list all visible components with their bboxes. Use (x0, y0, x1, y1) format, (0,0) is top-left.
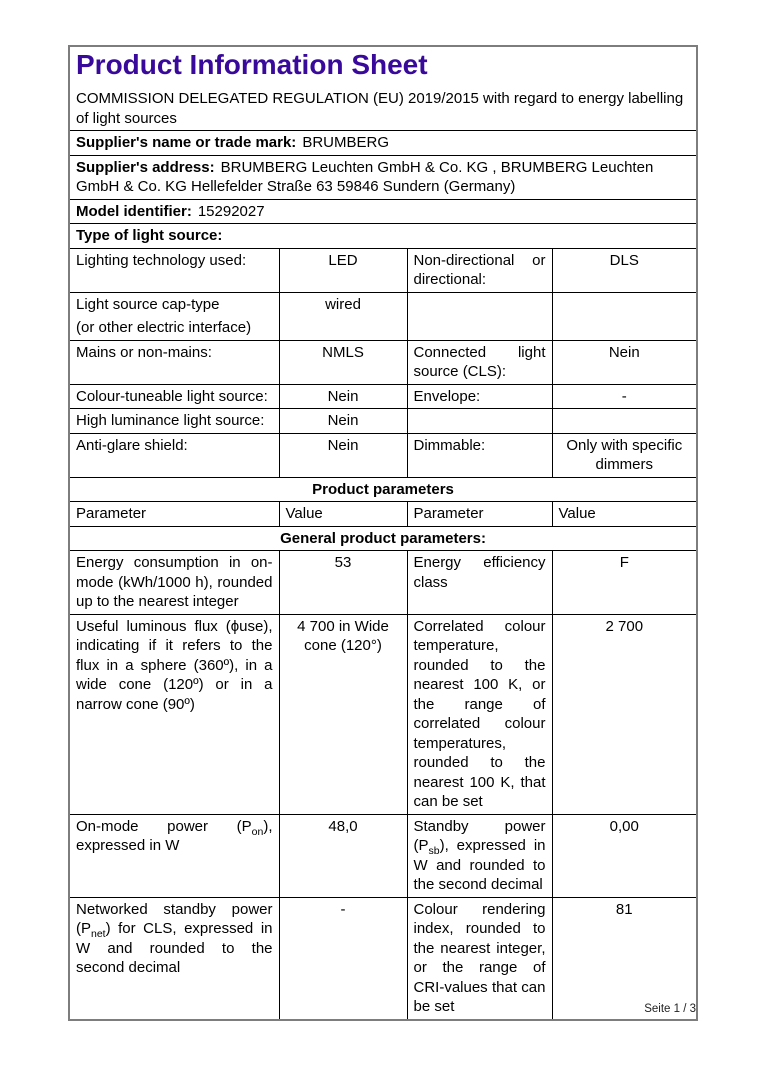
supplier-name-label: Supplier's name or trade mark: (76, 134, 297, 152)
parameter-cell (407, 409, 552, 434)
parameter-cell: Dimmable: (407, 433, 552, 477)
parameter-text: Light source cap-type (76, 295, 220, 313)
table-row (69, 614, 697, 814)
general-parameters-header-row (69, 526, 697, 551)
table-row (69, 897, 697, 1020)
value-cell: Nein (552, 340, 697, 384)
parameter-cell: Colour rendering index, rounded to the nearest integer, or the range of CRI-values that can be set (407, 897, 552, 1020)
value-cell: LED (279, 248, 407, 292)
model-identifier-value: 15292027 (197, 202, 265, 220)
value-cell: - (552, 384, 697, 409)
parameter-cell: Mains or non-mains: (69, 340, 279, 384)
product-parameters-header-row (69, 477, 697, 502)
column-header: Value (552, 502, 697, 527)
value-cell: wired (279, 292, 407, 340)
model-identifier-label: Model identifier: (76, 202, 192, 220)
parameter-cell: Anti-glare shield: (69, 433, 279, 477)
table-row (69, 433, 697, 477)
parameter-cell: High luminance light source: (69, 409, 279, 434)
column-header: Parameter (407, 502, 552, 527)
value-cell: Only with specific dimmers (552, 433, 697, 477)
parameter-cell: Colour-tuneable light source: (69, 384, 279, 409)
supplier-name-row (69, 131, 697, 156)
type-section-header: Type of light source: (69, 224, 697, 249)
value-cell: 81 (552, 897, 697, 1020)
value-cell: F (552, 551, 697, 615)
supplier-address-row (69, 155, 697, 199)
value-cell (552, 409, 697, 434)
value-cell: Nein (279, 409, 407, 434)
value-cell: DLS (552, 248, 697, 292)
value-cell: 4 700 in Wide cone (120°) (279, 614, 407, 814)
table-row (69, 551, 697, 615)
supplier-address-value: BRUMBERG Leuchten GmbH & Co. KG , BRUMBERG Leuchten GmbH & Co. KG Hellefelder Straße 63 59846 Sundern (Germany) (76, 158, 654, 196)
column-header: Value (279, 502, 407, 527)
column-header-row (69, 502, 697, 527)
value-cell: - (279, 897, 407, 1020)
table-row (69, 384, 697, 409)
supplier-name-value: BRUMBERG (302, 134, 389, 152)
supplier-address-label: Supplier's address: (76, 158, 215, 176)
page-title: Product Information Sheet (76, 49, 428, 80)
table-row (69, 340, 697, 384)
parameter-cell: Standby power $(P_{sb})$, expressed in W and rounded to the second decimal (407, 814, 552, 897)
parameter-cell: Connected light source (CLS): (407, 340, 552, 384)
value-cell: 48,0 (279, 814, 407, 897)
value-cell: Nein (279, 384, 407, 409)
column-header: Parameter (69, 502, 279, 527)
parameter-cell: Networked standby power $(P_{net})$ for CLS, expressed in W and rounded to the second decimal (69, 897, 279, 1020)
page-number: Seite 1 / 3 (644, 1003, 696, 1015)
model-identifier-row (69, 199, 697, 224)
title-row (69, 46, 697, 131)
parameter-cell: Energy consumption in on-mode (kWh/1000 h), rounded up to the nearest integer (69, 551, 279, 615)
general-parameters-header: General product parameters: (69, 526, 697, 551)
value-cell: NMLS (279, 340, 407, 384)
parameter-cell: On-mode power $(P_{on})$, expressed in W (69, 814, 279, 897)
table-row (69, 409, 697, 434)
parameter-cell (69, 292, 279, 340)
type-section-header-row (69, 224, 697, 249)
parameter-cell: Envelope: (407, 384, 552, 409)
table-row (69, 292, 697, 340)
parameter-cell: Useful luminous flux (ϕuse), indicating if it refers to the flux in a sphere (360º), in a wide cone (120º) or in a narrow cone (90º) (69, 614, 279, 814)
table-row (69, 814, 697, 897)
parameter-cell: Energy efficiency class (407, 551, 552, 615)
value-cell: 0,00 (552, 814, 697, 897)
product-info-table (68, 45, 698, 1021)
value-cell (552, 292, 697, 340)
parameter-cell: Non-directional or directional: (407, 248, 552, 292)
value-cell: 2 700 (552, 614, 697, 814)
value-cell: 53 (279, 551, 407, 615)
value-cell: Nein (279, 433, 407, 477)
product-parameters-header: Product parameters (69, 477, 697, 502)
table-row (69, 248, 697, 292)
parameter-note: (or other electric interface) (76, 319, 252, 337)
regulation-subtitle: COMMISSION DELEGATED REGULATION (EU) 2019/2015 with regard to energy labelling of light sources (76, 90, 684, 127)
parameter-cell: Lighting technology used: (69, 248, 279, 292)
parameter-cell: Correlated colour temperature, rounded to the nearest 100 K, or the range of correlated colour temperatures, rounded to the nearest 100 K, that can be set (407, 614, 552, 814)
parameter-cell (407, 292, 552, 340)
